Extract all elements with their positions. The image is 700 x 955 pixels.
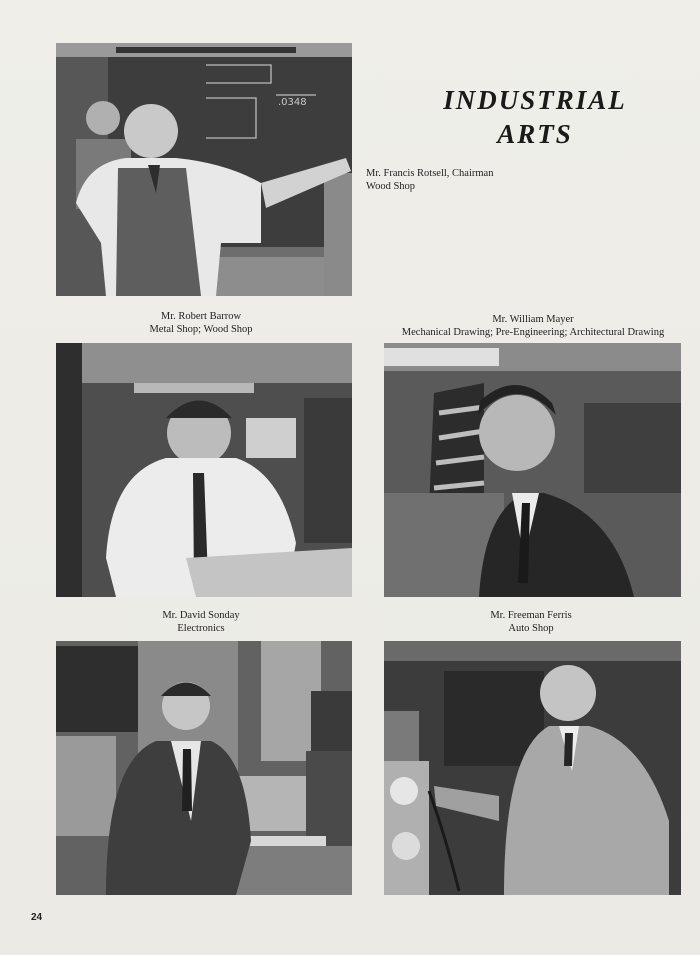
title-line-1: INDUSTRIAL: [443, 85, 627, 115]
caption-mayer: [384, 313, 682, 339]
teacher-subject: Mechanical Drawing; Pre-Engineering; Architectural Drawing: [401, 327, 665, 338]
photo-barrow: [56, 343, 352, 597]
caption-rotsell: [366, 167, 586, 193]
teacher-name: Mr. Francis Rotsell, Chairman: [366, 168, 494, 179]
page-number: 24: [31, 912, 43, 923]
caption-barrow: [96, 310, 306, 336]
photo-mayer: [384, 343, 681, 597]
teacher-name: Mr. Robert Barrow: [160, 311, 242, 322]
teacher-name: Mr. Freeman Ferris: [490, 610, 572, 621]
photo-rotsell: [56, 43, 352, 296]
caption-ferris: [426, 609, 636, 635]
teacher-subject: Auto Shop: [508, 623, 554, 634]
photo-ferris: [384, 641, 681, 895]
page-title: [405, 83, 665, 151]
caption-sonday: [96, 609, 306, 635]
svg-text:.0348: .0348: [278, 97, 307, 108]
teacher-subject: Metal Shop; Wood Shop: [149, 324, 253, 335]
photo-sonday: [56, 641, 352, 895]
teacher-name: Mr. David Sonday: [162, 610, 240, 621]
teacher-subject: Wood Shop: [366, 181, 416, 192]
title-line-2: ARTS: [497, 119, 573, 149]
teacher-name: Mr. William Mayer: [492, 314, 574, 325]
teacher-subject: Electronics: [177, 623, 225, 634]
